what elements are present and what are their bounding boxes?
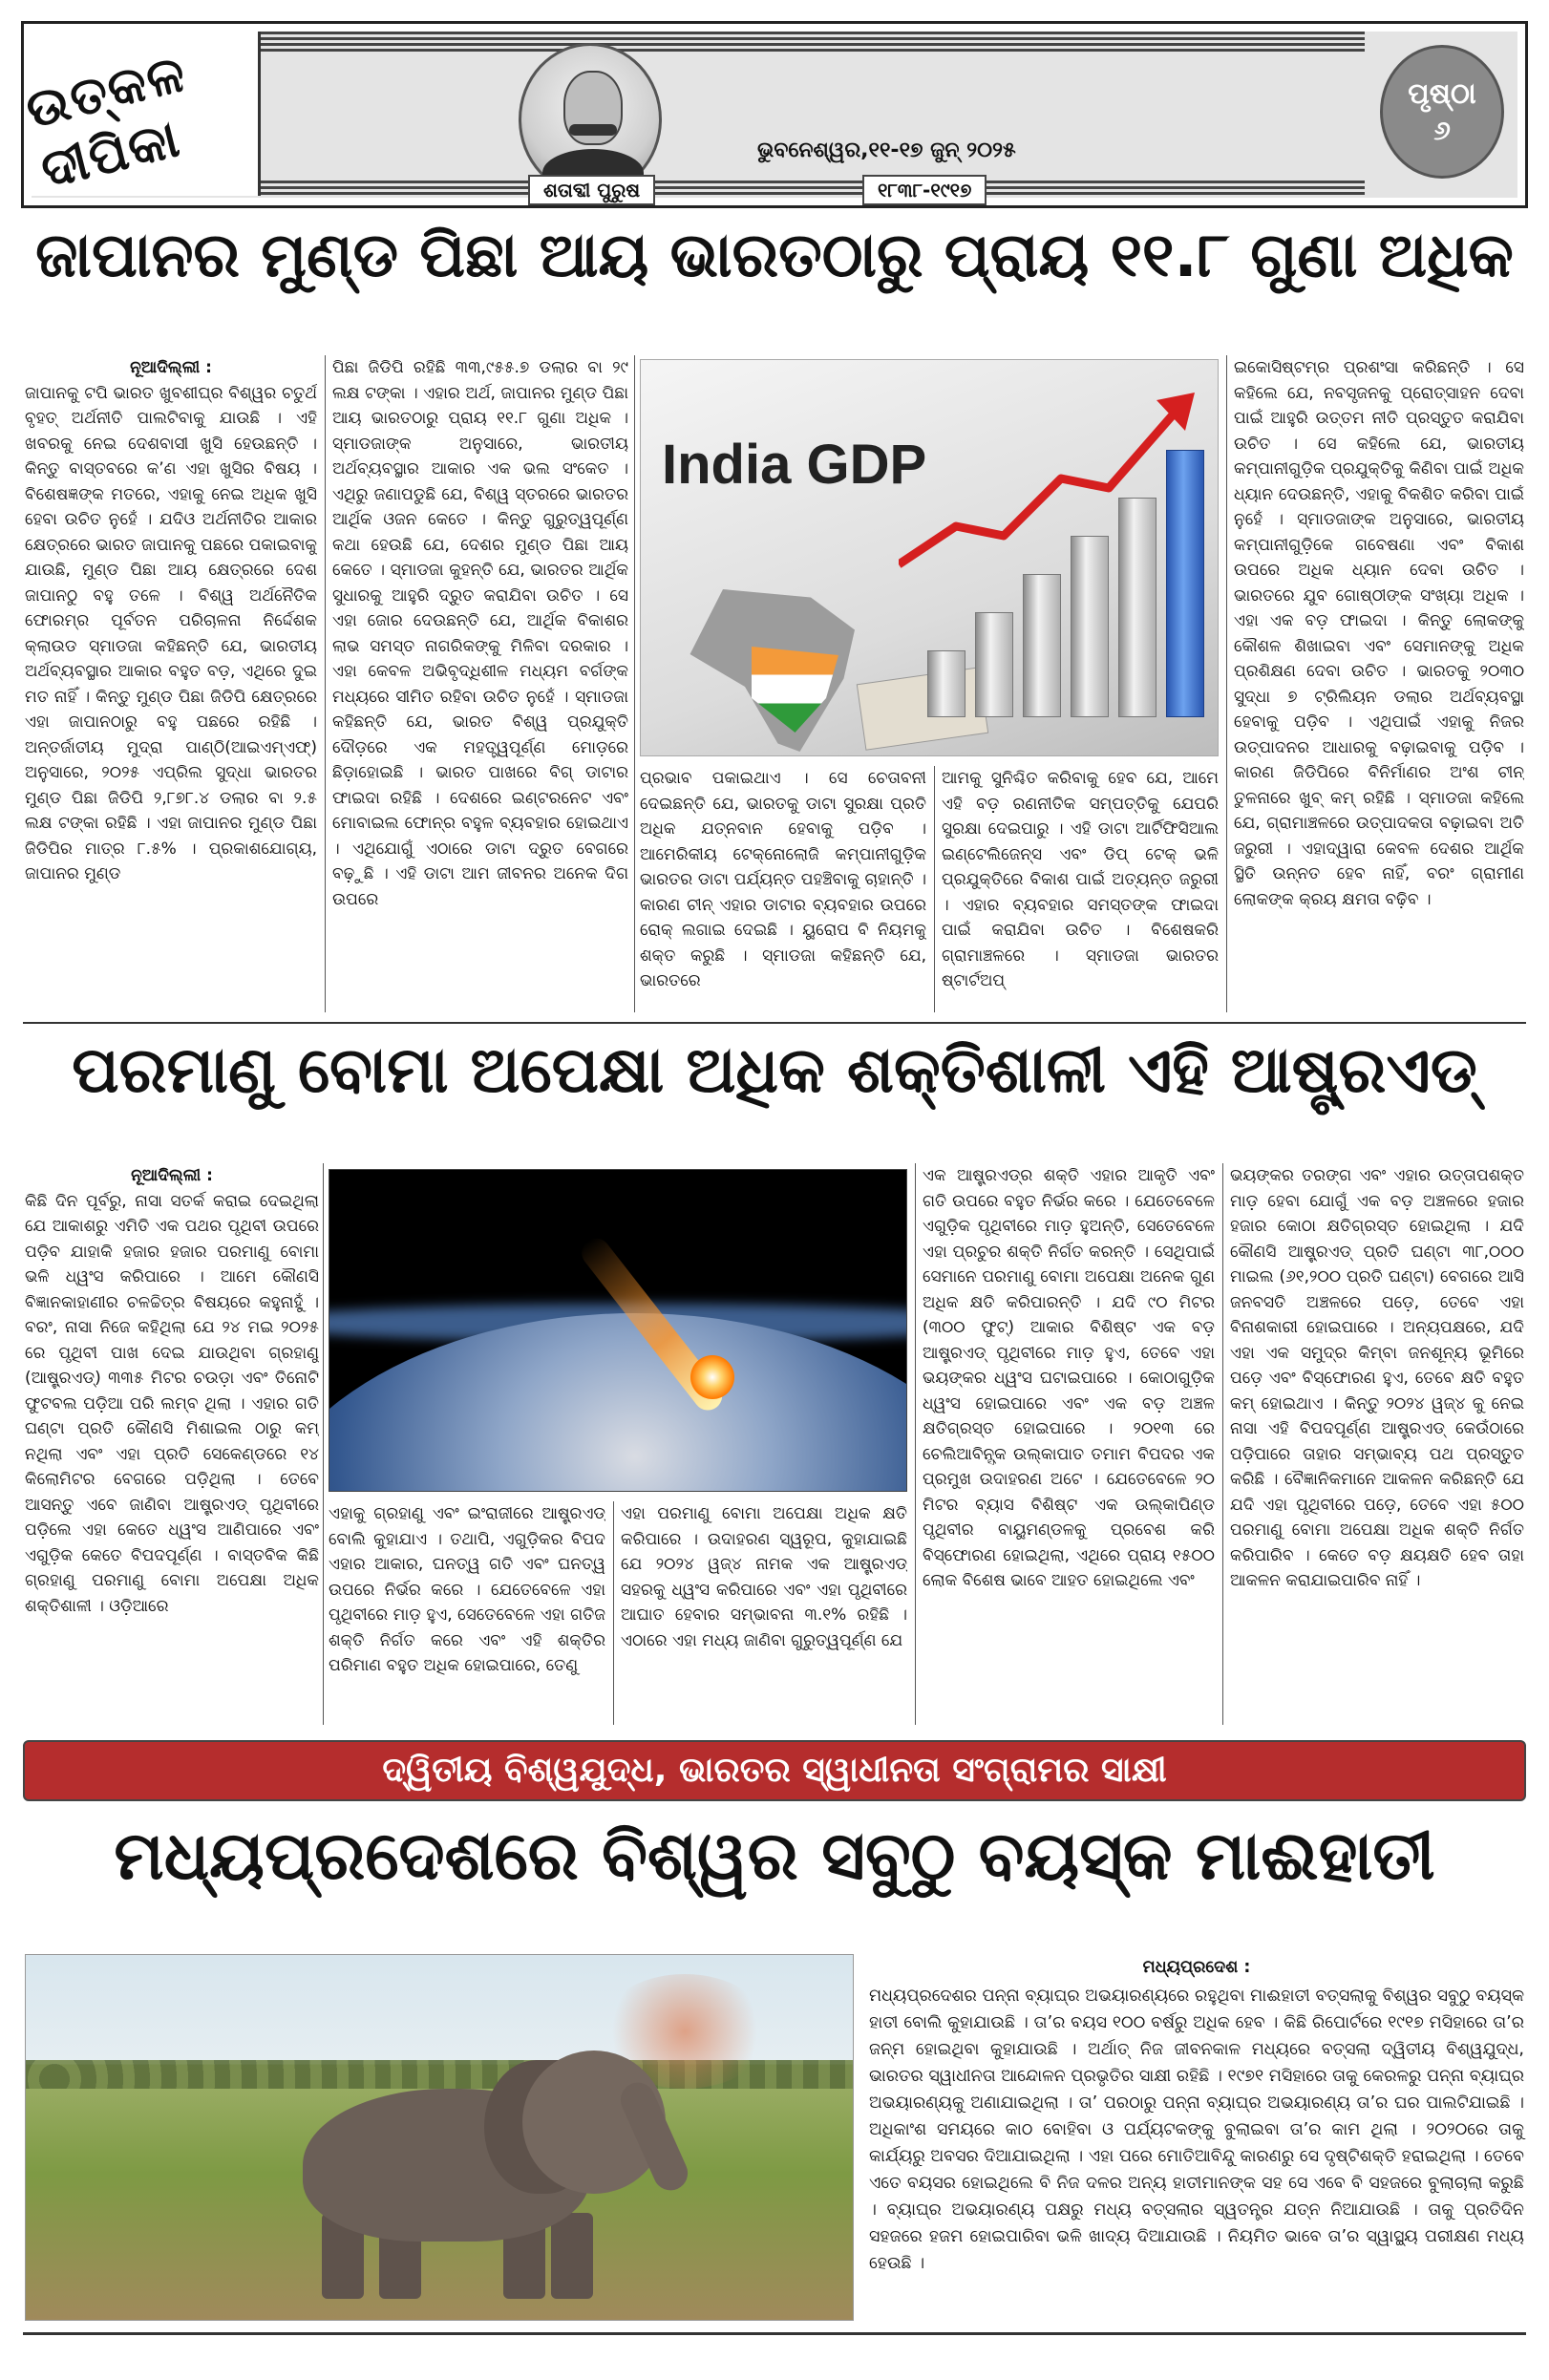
column-divider [613, 1501, 614, 1725]
india-gdp-image [640, 359, 1219, 756]
elephant-image [25, 1954, 854, 2321]
article2-col3-text: ଏହା ପରମାଣୁ ବୋମା ଅପେକ୍ଷା ଅଧିକ କ୍ଷତି କରିପାରେ । ଉଦାହରଣ ସ୍ୱରୂପ, କୁହାଯାଇଛି ଯେ ୨୦୨୪ ୱଜ୍‌୪ ନାମକ ଏକ ଆଷ୍ଟ୍ରଏଡ୍ ସହରକୁ ଧ୍ୱଂସ କରିପାରେ ଏବଂ ଏହା ପୃଥିବୀରେ ଆଘାତ ହେବାର ସମ୍ଭାବନା ୩.୧% ରହିଛି । ଏଠାରେ ଏହା ମଧ୍ୟ ଜାଣିବା ଗୁରୁତ୍ୱପୂର୍ଣ୍ଣ ଯେ [621, 1504, 907, 1650]
article1-headline: ଜାପାନର ମୁଣ୍ଡ ପିଛା ଆୟ ଭାରତଠାରୁ ପ୍ରାୟ ୧୧.୮ ଗୁଣା ଅଧିକ [35, 221, 1514, 291]
article3-headline: ମଧ୍ୟପ୍ରଦେଶରେ ବିଶ୍ୱର ସବୁଠୁ ବୟସ୍କ ମାଈହାତୀ [114, 1817, 1435, 1895]
column-divider [1222, 1163, 1223, 1725]
masthead-stripe-bottom [261, 181, 1365, 196]
asteroid-image [329, 1169, 907, 1492]
article1-col4-text: ଆମକୁ ସୁନିଶ୍ଚିତ କରିବାକୁ ହେବ ଯେ, ଆମେ ଏହି ବଡ଼ ରଣନୀତିକ ସମ୍ପତ୍ତିକୁ ଯେପରି ସୁରକ୍ଷା ଦେଇପାରୁ । ଏହି ଡାଟା ଆର୍ଟିଫିସିଆଲ ଇଣ୍ଟେଲିଜେନ୍ସ ଏବଂ ଡିପ୍ ଟେକ୍ ଭଳି ପ୍ରଯୁକ୍ତିରେ ବିକାଶ ପାଇଁ ଅତ୍ୟନ୍ତ ଜରୁରୀ । ଏହାର ବ୍ୟବହାର ସମସ୍ତଙ୍କ ଫାଇଦା ପାଇଁ କରାଯିବା ଉଚିତ । ବିଶେଷକରି ଗ୍ରାମାଞ୍ଚଳରେ । ସ୍ମାଡଜା ଭାରତର ଷ୍ଟାର୍ଟଅପ୍ [942, 769, 1219, 991]
column-divider [1226, 355, 1227, 1012]
column-divider [915, 1163, 916, 1725]
gdp-bar [1023, 574, 1061, 717]
column-divider [934, 766, 935, 1012]
section-divider [23, 1022, 1526, 1024]
article2-column-1 [25, 1163, 319, 1725]
page-number-badge [1380, 45, 1504, 179]
page-number: ୬ [1433, 114, 1451, 146]
newspaper-logo [19, 32, 261, 201]
edition-date: ଭୁବନେଶ୍ୱର,୧୧-୧୭ ଜୁନ୍ ୨୦୨୫ [757, 138, 1016, 162]
article3-body-text: ମଧ୍ୟପ୍ରଦେଶର ପନ୍ନା ବ୍ୟାଘ୍ର ଅଭୟାରଣ୍ୟରେ ରହୁଥିବା ମାଈହାତୀ ବତ୍ସଲାକୁ ବିଶ୍ୱର ସବୁଠୁ ବୟସ୍କ ହାତୀ ବୋଲି କୁହାଯାଉଛି । ତା’ର ବୟସ ୧୦୦ ବର୍ଷରୁ ଅଧିକ ହେବ । କିଛି ରିପୋର୍ଟରେ ୧୯୧୭ ମସିହାରେ ତା’ର ଜନ୍ମ ହୋଇଥିବା କୁହାଯାଉଛି । ଅର୍ଥାତ୍ ନିଜ ଜୀବନକାଳ ମଧ୍ୟରେ ବତ୍ସଲା ଦ୍ୱିତୀୟ ବିଶ୍ୱଯୁଦ୍ଧ, ଭାରତର ସ୍ୱାଧୀନତା ଆନ୍ଦୋଳନ ପ୍ରଭୃତିର ସାକ୍ଷୀ ରହିଛି । ୧୯୭୧ ମସିହାରେ ତାକୁ କେରଳରୁ ପନ୍ନା ବ୍ୟାଘ୍ର ଅଭୟାରଣ୍ୟକୁ ଅଣାଯାଇଥିଲା । ତା’ ପରଠାରୁ ପନ୍ନା ବ୍ୟାଘ୍ର ଅଭୟାରଣ୍ୟ ତା’ର ଘର ପାଲଟିଯାଇଛି । ଅଧିକାଂଶ ସମୟରେ କାଠ ବୋହିବା ଓ ପର୍ଯ୍ୟଟକଙ୍କୁ ବୁଲାଇବା ତା’ର କାମ ଥିଲା । ୨୦୨୦ରେ ତାକୁ କାର୍ଯ୍ୟରୁ ଅବସର ଦିଆଯାଇଥିଲା । ଏହା ପରେ ମୋତିଆବିନ୍ଦୁ କାରଣରୁ ସେ ଦୃଷ୍ଟିଶକ୍ତି ହରାଇଥିଲା । ତେବେ ଏତେ ବୟସର ହୋଇଥିଲେ ବି ନିଜ ଦଳର ଅନ୍ୟ ହାତୀମାନଙ୍କ ସହ ସେ ଏବେ ବି ସହଜରେ ବୁଲାଚାଲା କରୁଛି । ବ୍ୟାଘ୍ର ଅଭୟାରଣ୍ୟ ପକ୍ଷରୁ ମଧ୍ୟ ବତ୍ସଲାର ସ୍ୱତନ୍ତ୍ର ଯତ୍ନ ନିଆଯାଉଛି । ତାକୁ ପ୍ରତିଦିନ ସହଜରେ ହଜମ ହୋଇପାରିବା ଭଳି ଖାଦ୍ୟ ଦିଆଯାଉଛି । ନିୟମିତ ଭାବେ ତା’ର ସ୍ୱାସ୍ଥ୍ୟ ପରୀକ୍ଷଣ ମଧ୍ୟ ହେଉଛି । [869, 1987, 1524, 2273]
article1-col2-text: ପିଛା ଜିଡିପି ରହିଛି ୩୩,୯୫୫.୭ ଡଲାର ବା ୨୯ ଲକ୍ଷ ଟଙ୍କା । ଏହାର ଅର୍ଥ, ଜାପାନର ମୁଣ୍ଡ ପିଛା ଆୟ ଭାରତଠାରୁ ପ୍ରାୟ ୧୧.୮ ଗୁଣା ଅଧିକ । ସ୍ମାଡଜାଙ୍କ ଅନୁସାରେ, ଭାରତୀୟ ଅର୍ଥବ୍ୟବସ୍ଥାର ଆକାର ଏକ ଭଲ ସଂକେତ । ଏଥିରୁ ଜଣାପଡୁଛି ଯେ, ବିଶ୍ୱ ସ୍ତରରେ ଭାରତର ଆର୍ଥିକ ଓଜନ କେତେ । କିନ୍ତୁ ଗୁରୁତ୍ୱପୂର୍ଣ୍ଣ କଥା ହେଉଛି ଯେ, ଦେଶର ମୁଣ୍ଡ ପିଛା ଆୟ କେତେ । ସ୍ମାଡଜା କୁହନ୍ତି ଯେ, ଭାରତର ଆର୍ଥିକ ସୁଧାରକୁ ଆହୁରି ଦ୍ରୁତ କରାଯିବା ଉଚିତ । ସେ ଏହା ଜୋର ଦେଉଛନ୍ତି ଯେ, ଆର୍ଥିକ ବିକାଶର ଲାଭ ସମସ୍ତ ନାଗରିକଙ୍କୁ ମିଳିବା ଦରକାର । ଏହା କେବଳ ଅଭିବୃଦ୍ଧିଶୀଳ ମଧ୍ୟମ ବର୍ଗଙ୍କ ମଧ୍ୟରେ ସୀମିତ ରହିବା ଉଚିତ ନୁହେଁ । ସ୍ମାଡଜା କହିଛନ୍ତି ଯେ, ଭାରତ ବିଶ୍ୱ ପ୍ରଯୁକ୍ତି ଦୌଡ଼ରେ ଏକ ମହତ୍ତ୍ୱପୂର୍ଣ୍ଣ ମୋଡ଼ରେ ଛିଡ଼ାହୋଇଛି । ଭାରତ ପାଖରେ ବିଗ୍ ଡାଟାର ଫାଇଦା ରହିଛି । ଦେଶରେ ଇଣ୍ଟରନେଟ ଏବଂ ମୋବାଇଲ ଫୋନ୍‌ର ବହୁଳ ବ୍ୟବହାର ହୋଇଥାଏ । ଏଥିଯୋଗୁଁ ଏଠାରେ ଡାଟା ଦ୍ରୁତ ବେଗରେ ବଢ଼ୁଛି । ଏହି ଡାଟା ଆମ ଜୀବନର ଅନେକ ଦିଗ ଉପରେ [332, 358, 628, 909]
column-divider [323, 1163, 324, 1725]
article2-col5-text: ଭୟଙ୍କର ତରଙ୍ଗ ଏବଂ ଏହାର ଉତ୍ତାପଶକ୍ତ ମାଡ଼ ହେବା ଯୋଗୁଁ ଏକ ବଡ଼ ଅଞ୍ଚଳରେ ହଜାର ହଜାର କୋଠା କ୍ଷତିଗ୍ରସ୍ତ ହୋଇଥିଲା । ଯଦି କୌଣସି ଆଷ୍ଟ୍ରଏଡ୍ ପ୍ରତି ଘଣ୍ଟା ୩୮,୦୦୦ ମାଇଲ (୬୧,୨୦୦ ପ୍ରତି ଘଣ୍ଟା) ବେଗରେ ଆସି ଜନବସତି ଅଞ୍ଚଳରେ ପଡ଼େ, ତେବେ ଏହା ବିନାଶକାରୀ ହୋଇପାରେ । ଅନ୍ୟପକ୍ଷରେ, ଯଦି ଏହା ଏକ ସମୁଦ୍ର କିମ୍ବା ଜନଶୂନ୍ୟ ଭୂମିରେ ପଡ଼େ ଏବଂ ବିସ୍ଫୋରଣ ହୁଏ, ତେବେ କ୍ଷତି ବହୁତ କମ୍ ହୋଇଥାଏ । କିନ୍ତୁ ୨୦୨୪ ୱଜ୍‌୪ କୁ ନେଇ ନାସା ଏହି ବିପଦପୂର୍ଣ୍ଣ ଆଷ୍ଟ୍ରଏଡ୍ କେଉଁଠାରେ ପଡ଼ିପାରେ ତାହାର ସମ୍ଭାବ୍ୟ ପଥ ପ୍ରସ୍ତୁତ କରିଛି । ବୈଜ୍ଞାନିକମାନେ ଆକଳନ କରିଛନ୍ତି ଯେ ଯଦି ଏହା ପୃଥିବୀରେ ପଡ଼େ, ତେବେ ଏହା ୫୦୦ ପରମାଣୁ ବୋମା ଅପେକ୍ଷା ଅଧିକ ଶକ୍ତି ନିର୍ଗତ କରିପାରିବ । କେତେ ବଡ଼ କ୍ଷୟକ୍ଷତି ହେବ ତାହା ଆକଳନ କରାଯାଇପାରିବ ନାହିଁ । [1230, 1166, 1524, 1591]
article1-column-1 [25, 355, 317, 1012]
newspaper-title: ଉତ୍କଳ ଦୀପିକା [19, 41, 193, 201]
article1-column-4 [942, 766, 1219, 1012]
growth-arrow-icon [899, 383, 1204, 593]
founder-portrait [519, 43, 662, 196]
portrait-caption: ଶତାବ୍ଦୀ ପୁରୁଷ [528, 175, 655, 205]
article1-dateline: ନୂଆଦିଲ୍ଲୀ : [130, 358, 212, 377]
earth-graphic [329, 1313, 907, 1492]
article3-dateline: ମଧ୍ୟପ୍ରଦେଶ : [1142, 1958, 1251, 1977]
article1-column-5 [1234, 355, 1524, 1012]
page-label: ପୃଷ୍ଠା [1408, 76, 1476, 111]
currency-notes-graphic [857, 667, 988, 750]
masthead-stripe-top [261, 32, 1365, 53]
meteor-icon [690, 1355, 734, 1399]
article2-column-4 [923, 1163, 1215, 1725]
article2-column-2 [329, 1501, 605, 1725]
masthead [21, 21, 1528, 208]
gdp-bar [975, 612, 1013, 717]
article1-col1-text: ଜାପାନକୁ ଟପି ଭାରତ ଖୁବଶୀଘ୍ର ବିଶ୍ୱର ଚତୁର୍ଥ ବୃହତ୍ ଅର୍ଥନୀତି ପାଲଟିବାକୁ ଯାଉଛି । ଏହି ଖବରକୁ ନେଇ ଦେଶବାସୀ ଖୁସି ହେଉଛନ୍ତି । କିନ୍ତୁ ବାସ୍ତବରେ କ’ଣ ଏହା ଖୁସିର ବିଷୟ । ବିଶେଷଜ୍ଞଙ୍କ ମତରେ, ଏହାକୁ ନେଇ ଅଧିକ ଖୁସି ହେବା ଉଚିତ ନୁହେଁ । ଯଦିଓ ଅର୍ଥନୀତିର ଆକାର କ୍ଷେତ୍ରରେ ଭାରତ ଜାପାନକୁ ପଛରେ ପକାଇବାକୁ ଯାଉଛି, ମୁଣ୍ଡ ପିଛା ଆୟ କ୍ଷେତ୍ରରେ ଦେଶ ଜାପାନଠୁ ବହୁ ତଳେ । ବିଶ୍ୱ ଅର୍ଥନୈତିକ ଫୋରମ୍‌ର ପୂର୍ବତନ ପରିଚାଳନା ନିର୍ଦ୍ଦେଶକ କ୍ଲାଉଡ ସ୍ମାଡଜା କହିଛନ୍ତି ଯେ, ଭାରତୀୟ ଅର୍ଥବ୍ୟବସ୍ଥାର ଆକାର ବହୁତ ବଡ଼, ଏଥିରେ ଦୁଇ ମତ ନାହିଁ । କିନ୍ତୁ ମୁଣ୍ଡ ପିଛା ଜିଡିପି କ୍ଷେତ୍ରରେ ଏହା ଜାପାନଠାରୁ ବହୁ ପଛରେ ରହିଛି । ଅନ୍ତର୍ଜାତୀୟ ମୁଦ୍ରା ପାଣ୍ଠି(ଆଇଏମ୍‌ଏଫ୍) ଅନୁସାରେ, ୨୦୨୫ ଏପ୍ରିଲ ସୁଦ୍ଧା ଭାରତର ମୁଣ୍ଡ ପିଛା ଜିଡିପି ୨,୮୭୮.୪ ଡଲାର ବା ୨.୫ ଲକ୍ଷ ଟଙ୍କା ରହିଛି । ଏହା ଜାପାନର ମୁଣ୍ଡ ପିଛା ଜିଡିପିର ମାତ୍ର ୮.୫% । ପ୍ରକାଶଯୋଗ୍ୟ, ଜାପାନର ମୁଣ୍ଡ [25, 383, 317, 884]
masthead-panel [19, 32, 1517, 202]
gdp-image-title: India GDP [662, 434, 927, 496]
column-divider [325, 355, 326, 1012]
feature-banner: ଦ୍ୱିତୀୟ ବିଶ୍ୱଯୁଦ୍ଧ, ଭାରତର ସ୍ୱାଧୀନତା ସଂଗ୍ରାମର ସାକ୍ଷୀ [23, 1740, 1526, 1801]
article1-col3-text: ପ୍ରଭାବ ପକାଇଥାଏ । ସେ ଚେତାବନୀ ଦେଇଛନ୍ତି ଯେ, ଭାରତକୁ ଡାଟା ସୁରକ୍ଷା ପ୍ରତି ଅଧିକ ଯତ୍ନବାନ ହେବାକୁ ପଡ଼ିବ । ଆମେରିକୀୟ ଟେକ୍‌ନୋଲୋଜି କମ୍ପାନୀଗୁଡ଼ିକ ଭାରତର ଡାଟା ପର୍ଯ୍ୟନ୍ତ ପହଞ୍ଚିବାକୁ ଚାହାନ୍ତି । କାରଣ ଚୀନ୍ ଏହାର ଡାଟାର ବ୍ୟବହାର ଉପରେ ରୋକ୍ ଲଗାଇ ଦେଇଛି । ୟୁରୋପ ବି ନିୟମକୁ ଶକ୍ତ କରୁଛି । ସ୍ମାଡଜା କହିଛନ୍ତି ଯେ, ଭାରତରେ [640, 769, 926, 991]
portrait-mustache [569, 124, 617, 136]
article2-col4-text: ଏକ ଆଷ୍ଟ୍ରଏଡ୍‌ର ଶକ୍ତି ଏହାର ଆକୃତି ଏବଂ ଗତି ଉପରେ ବହୁତ ନିର୍ଭର କରେ । ଯେତେବେଳେ ଏଗୁଡ଼ିକ ପୃଥିବୀରେ ମାଡ଼ ହୁଅନ୍ତି, ସେତେବେଳେ ଏହା ପ୍ରଚୁର ଶକ୍ତି ନିର୍ଗତ କରନ୍ତି । ସେଥିପାଇଁ ସେମାନେ ପରମାଣୁ ବୋମା ଅପେକ୍ଷା ଅନେକ ଗୁଣ ଅଧିକ କ୍ଷତି କରିପାରନ୍ତି । ଯଦି ୯୦ ମିଟର (୩୦୦ ଫୁଟ୍) ଆକାର ବିଶିଷ୍ଟ ଏକ ବଡ଼ ଆଷ୍ଟ୍ରଏଡ୍ ପୃଥିବୀରେ ମାଡ଼ ହୁଏ, ତେବେ ଏହା ଭୟଙ୍କର ଧ୍ୱଂସ ଘଟାଇପାରେ । କୋଠାଗୁଡ଼ିକ ଧ୍ୱଂସ ହୋଇପାରେ ଏବଂ ଏକ ବଡ଼ ଅଞ୍ଚଳ କ୍ଷତିଗ୍ରସ୍ତ ହୋଇପାରେ । ୨୦୧୩ ରେ ଚେଲିଆବିନ୍ସ୍କ ଉଲ୍କାପାତ ତମାମ ବିପଦର ଏକ ପ୍ରମୁଖ ଉଦାହରଣ ଅଟେ । ଯେତେବେଳେ ୨୦ ମିଟର ବ୍ୟାସ ବିଶିଷ୍ଟ ଏକ ଉଲ୍କାପିଣ୍ଡ ପୃଥିବୀର ବାୟୁମଣ୍ଡଳକୁ ପ୍ରବେଶ କରି ବିସ୍ଫୋରଣ ହୋଇଥିଲା, ଏଥିରେ ପ୍ରାୟ ୧୫୦୦ ଲୋକ ବିଶେଷ ଭାବେ ଆହତ ହୋଇଥିଲେ ଏବଂ [923, 1166, 1215, 1591]
gdp-bar [927, 650, 965, 717]
article2-col2-text: ଏହାକୁ ଗ୍ରହାଣୁ ଏବଂ ଇଂରାଜୀରେ ଆଷ୍ଟ୍ରଏଡ୍ ବୋଲି କୁହାଯାଏ । ତଥାପି, ଏଗୁଡ଼ିକର ବିପଦ ଏହାର ଆକାର, ଘନତ୍ୱ ଗତି ଏବଂ ଘନତ୍ୱ ଉପରେ ନିର୍ଭର କରେ । ଯେତେବେଳେ ଏହା ପୃଥିବୀରେ ମାଡ଼ ହୁଏ, ସେତେବେଳେ ଏହା ଗତିଜ ଶକ୍ତି ନିର୍ଗତ କରେ ଏବଂ ଏହି ଶକ୍ତିର ପରିମାଣ ବହୁତ ଅଧିକ ହୋଇପାରେ, ତେଣୁ [329, 1504, 605, 1676]
article2-column-5 [1230, 1163, 1524, 1725]
footer-rule [23, 2332, 1526, 2335]
article2-dateline: ନୂଆଦିଲ୍ଲୀ : [131, 1166, 213, 1185]
article2-col1-text: କିଛି ଦିନ ପୂର୍ବରୁ, ନାସା ସତର୍କ କରାଇ ଦେଇଥିଲା ଯେ ଆକାଶରୁ ଏମିତି ଏକ ପଥର ପୃଥିବୀ ଉପରେ ପଡ଼ିବ ଯାହାକି ହଜାର ହଜାର ପରମାଣୁ ବୋମା ଭଳି ଧ୍ୱଂସ କରିପାରେ । ଆମେ କୌଣସି ବିଜ୍ଞାନକାହାଣୀର ଚଳଚ୍ଚିତ୍ର ବିଷୟରେ କହୁନାହୁଁ । ବରଂ, ନାସା ନିଜେ କହିଥିଲା ଯେ ୨୪ ମଇ ୨୦୨୫ ରେ ପୃଥିବୀ ପାଖ ଦେଇ ଯାଉଥିବା ଗ୍ରହାଣୁ (ଆଷ୍ଟ୍ରଏଡ୍) ୩୩୫ ମିଟର ଚଉଡ଼ା ଏବଂ ତିନୋଟି ଫୁଟବଲ ପଡ଼ିଆ ପରି ଲମ୍ବ ଥିଲା । ଏହାର ଗତି ଘଣ୍ଟା ପ୍ରତି କୌଣସି ମିଶାଇଲ ଠାରୁ କମ୍ ନଥିଲା ଏବଂ ଏହା ପ୍ରତି ସେକେଣ୍ଡରେ ୧୪ କିଲୋମିଟର ବେଗରେ ପଡ଼ିଥିଲା । ତେବେ ଆସନ୍ତୁ ଏବେ ଜାଣିବା ଆଷ୍ଟ୍ରଏଡ୍ ପୃଥିବୀରେ ପଡ଼ିଲେ ଏହା କେତେ ଧ୍ୱଂସ ଆଣିପାରେ ଏବଂ ଏଗୁଡ଼ିକ କେତେ ବିପଦପୂର୍ଣ୍ଣ । ବାସ୍ତବିକ କିଛି ଗ୍ରହାଣୁ ପରମାଣୁ ବୋମା ଅପେକ୍ଷା ଅଧିକ ଶକ୍ତିଶାଳୀ । ଓଡ଼ିଆରେ [25, 1191, 319, 1616]
article3-body [869, 1954, 1524, 2277]
article1-column-3 [640, 766, 926, 1012]
article1-column-2 [332, 355, 628, 1012]
article2-column-3 [621, 1501, 907, 1725]
elephant-leg [551, 2213, 593, 2299]
column-divider [634, 355, 635, 1012]
article2-headline: ପରମାଣୁ ବୋମା ଅପେକ୍ଷା ଅଧିକ ଶକ୍ତିଶାଳୀ ଏହି ଆଷ୍ଟ୍ରଏଡ୍ [72, 1033, 1477, 1107]
article1-col5-text: ଇକୋସିଷ୍ଟମ୍‌ର ପ୍ରଶଂସା କରିଛନ୍ତି । ସେ କହିଲେ ଯେ, ନବସୃଜନକୁ ପ୍ରୋତ୍ସାହନ ଦେବା ପାଇଁ ଆହୁରି ଉତ୍ତମ ନୀତି ପ୍ରସ୍ତୁତ କରାଯିବା ଉଚିତ । ସେ କହିଲେ ଯେ, ଭାରତୀୟ କମ୍ପାନୀଗୁଡ଼ିକ ପ୍ରଯୁକ୍ତିକୁ କିଣିବା ପାଇଁ ଅଧିକ ଧ୍ୟାନ ଦେଉଛନ୍ତି, ଏହାକୁ ବିକଶିତ କରିବା ପାଇଁ ନୁହେଁ । ସ୍ମାଡଜାଙ୍କ ଅନୁସାରେ, ଭାରତୀୟ କମ୍ପାନୀଗୁଡ଼ିକେ ଗବେଷଣା ଏବଂ ବିକାଶ ଉପରେ ଅଧିକ ଧ୍ୟାନ ଦେବା ଉଚିତ । ଭାରତରେ ଯୁବ ଗୋଷ୍ଠୀଙ୍କ ସଂଖ୍ୟା ଅଧିକ । ଏହା ଏକ ବଡ଼ ଫାଇଦା । କିନ୍ତୁ ଲୋକଙ୍କୁ କୌଶଳ ଶିଖାଇବା ଏବଂ ସେମାନଙ୍କୁ ଅଧିକ ପ୍ରଶିକ୍ଷଣ ଦେବା ଉଚିତ । ଭାରତକୁ ୨୦୩୦ ସୁଦ୍ଧା ୭ ଟ୍ରିଲିୟନ ଡଲାର ଅର୍ଥବ୍ୟବସ୍ଥା ହେବାକୁ ପଡ଼ିବ । ଏଥିପାଇଁ ଏହାକୁ ନିଜର ଉତ୍ପାଦନର ଆଧାରକୁ ବଢ଼ାଇବାକୁ ପଡ଼ିବ । କାରଣ ଜିଡିପିରେ ବିନିର୍ମାଣର ଅଂଶ ଚୀନ୍ ତୁଳନାରେ ଖୁବ୍ କମ୍ ରହିଛି । ସ୍ମାଡଜା କହିଲେ ଯେ, ଗ୍ରାମାଞ୍ଚଳରେ ଉତ୍ପାଦକତା ବଢ଼ାଇବା ଅତି ଜରୁରୀ । ଏହାଦ୍ୱାରା କେବଳ ଦେଶର ଆର୍ଥିକ ସ୍ଥିତି ଉନ୍ନତ ହେବ ନାହିଁ, ବରଂ ଗ୍ରାମୀଣ ଲୋକଙ୍କ କ୍ରୟ କ୍ଷମତା ବଢ଼ିବ । [1234, 358, 1524, 909]
founder-life-span: ୧୮୩୮-୧୯୧୭ [862, 175, 987, 205]
